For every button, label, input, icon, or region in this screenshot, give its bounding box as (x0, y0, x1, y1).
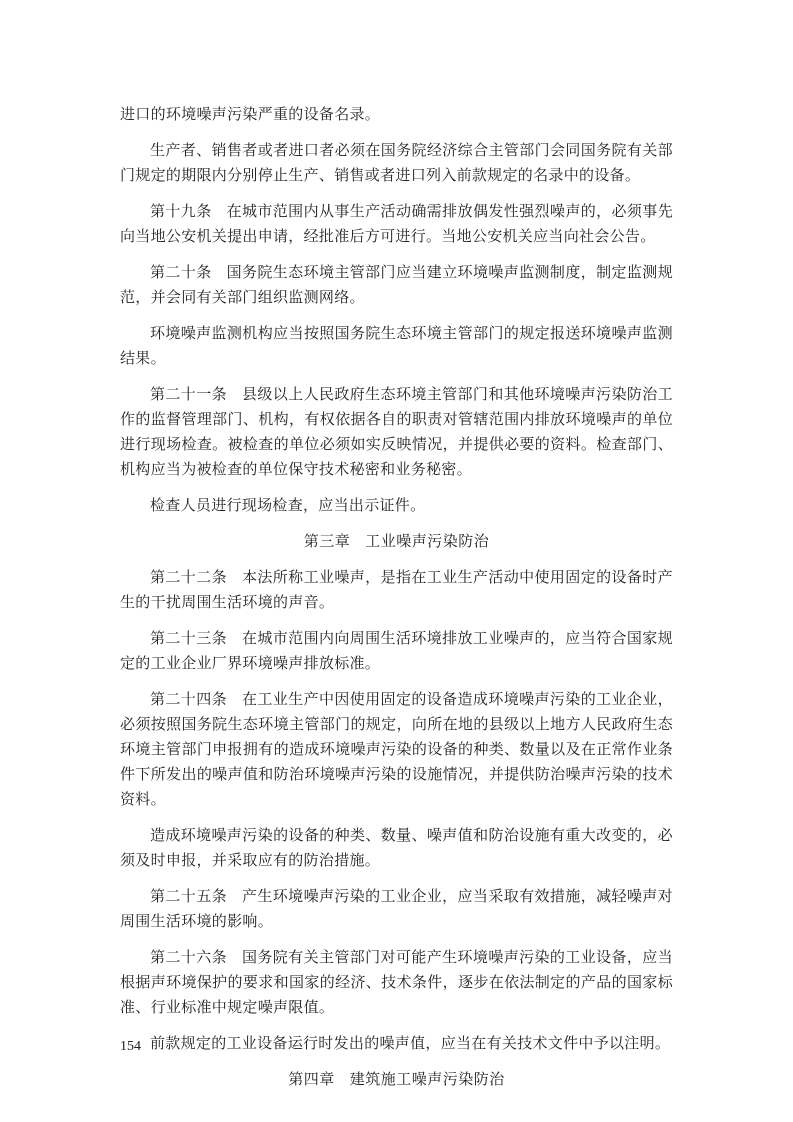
paragraph: 检查人员进行现场检查，应当出示证件。 (150, 496, 426, 514)
article-number: 第二十一条 (150, 385, 227, 403)
article-text: 在城市范围内从事生产活动确需排放偶发性强烈噪声的，必须事先向当地公安机关提出申请，经批准后方可进行。当地公安机关应当向社会公告。 (120, 202, 674, 245)
chapter-number: 第四章 (288, 1070, 335, 1088)
paragraph: 环境噪声监测机构应当按照国务院生态环境主管部门的规定报送环境噪声监测结果。 (120, 324, 673, 367)
article-22 (120, 565, 673, 615)
paragraph-continuation: 进口的环境噪声污染严重的设备名录。 (120, 105, 381, 123)
article-text: 产生环境噪声污染的工业企业，应当采取有效措施，减轻噪声对周围生活环境的影响。 (120, 887, 673, 930)
article-21 (120, 382, 673, 482)
article-text: 国务院有关主管部门对可能产生环境噪声污染的工业设备，应当根据声环境保护的要求和国家的经济、技术条件，逐步在依法制定的产品的国家标准、行业标准中规定噪声限值。 (120, 948, 673, 1016)
article-number: 第二十六条 (150, 948, 227, 966)
article-number: 第二十三条 (150, 629, 227, 647)
article-number: 第二十五条 (150, 887, 227, 905)
article-19 (120, 199, 673, 249)
article-20 (120, 260, 673, 310)
chapter-number: 第三章 (303, 532, 351, 550)
chapter-heading-3 (120, 529, 673, 554)
article-text: 在城市范围内向周围生活环境排放工业噪声的，应当符合国家规定的工业企业厂界环境噪声排放标准。 (120, 629, 673, 672)
article-23 (120, 626, 673, 676)
article-text: 国务院生态环境主管部门应当建立环境噪声监测制度，制定监测规范，并会同有关部门组织监测网络。 (120, 263, 674, 306)
page-number: 154 (120, 1039, 141, 1054)
article-26 (120, 945, 673, 1020)
article-text: 本法所称工业噪声，是指在工业生产活动中使用固定的设备时产生的干扰周围生活环境的声音。 (120, 568, 673, 611)
article-24 (120, 687, 673, 812)
article-text: 在工业生产中因使用固定的设备造成环境噪声污染的工业企业，必须按照国务院生态环境主管部门的规定，向所在地的县级以上地方人民政府生态环境主管部门申报拥有的造成环境噪声污染的设备的种类、数量以及在正常作业条件下所发出的噪声值和防治环境噪声污染的设施情况，并提供防治噪声污染的技术资料。 (120, 690, 673, 808)
article-number: 第二十二条 (150, 568, 227, 586)
paragraph: 生产者、销售者或者进口者必须在国务院经济综合主管部门会同国务院有关部门规定的期限内分别停止生产、销售或者进口列入前款规定的名录中的设备。 (120, 141, 673, 184)
article-number: 第二十条 (150, 263, 212, 281)
article-number: 第二十四条 (150, 690, 227, 708)
paragraph: 前款规定的工业设备运行时发出的噪声值，应当在有关技术文件中予以注明。 (150, 1034, 671, 1052)
article-25 (120, 884, 673, 934)
chapter-title: 建筑施工噪声污染防治 (349, 1070, 505, 1088)
chapter-heading-4 (120, 1067, 673, 1092)
article-text: 县级以上人民政府生态环境主管部门和其他环境噪声污染防治工作的监督管理部门、机构，有权依据各自的职责对管辖范围内排放环境噪声的单位进行现场检查。被检查的单位必须如实反映情况，并提供必要的资料。检查部门、机构应当为被检查的单位保守技术秘密和业务秘密。 (120, 385, 673, 478)
chapter-title: 工业噪声污染防治 (365, 532, 490, 550)
page-content (120, 102, 673, 1103)
article-number: 第十九条 (150, 202, 212, 220)
paragraph: 造成环境噪声污染的设备的种类、数量、噪声值和防治设施有重大改变的，必须及时申报，并采取应有的防治措施。 (120, 826, 673, 869)
